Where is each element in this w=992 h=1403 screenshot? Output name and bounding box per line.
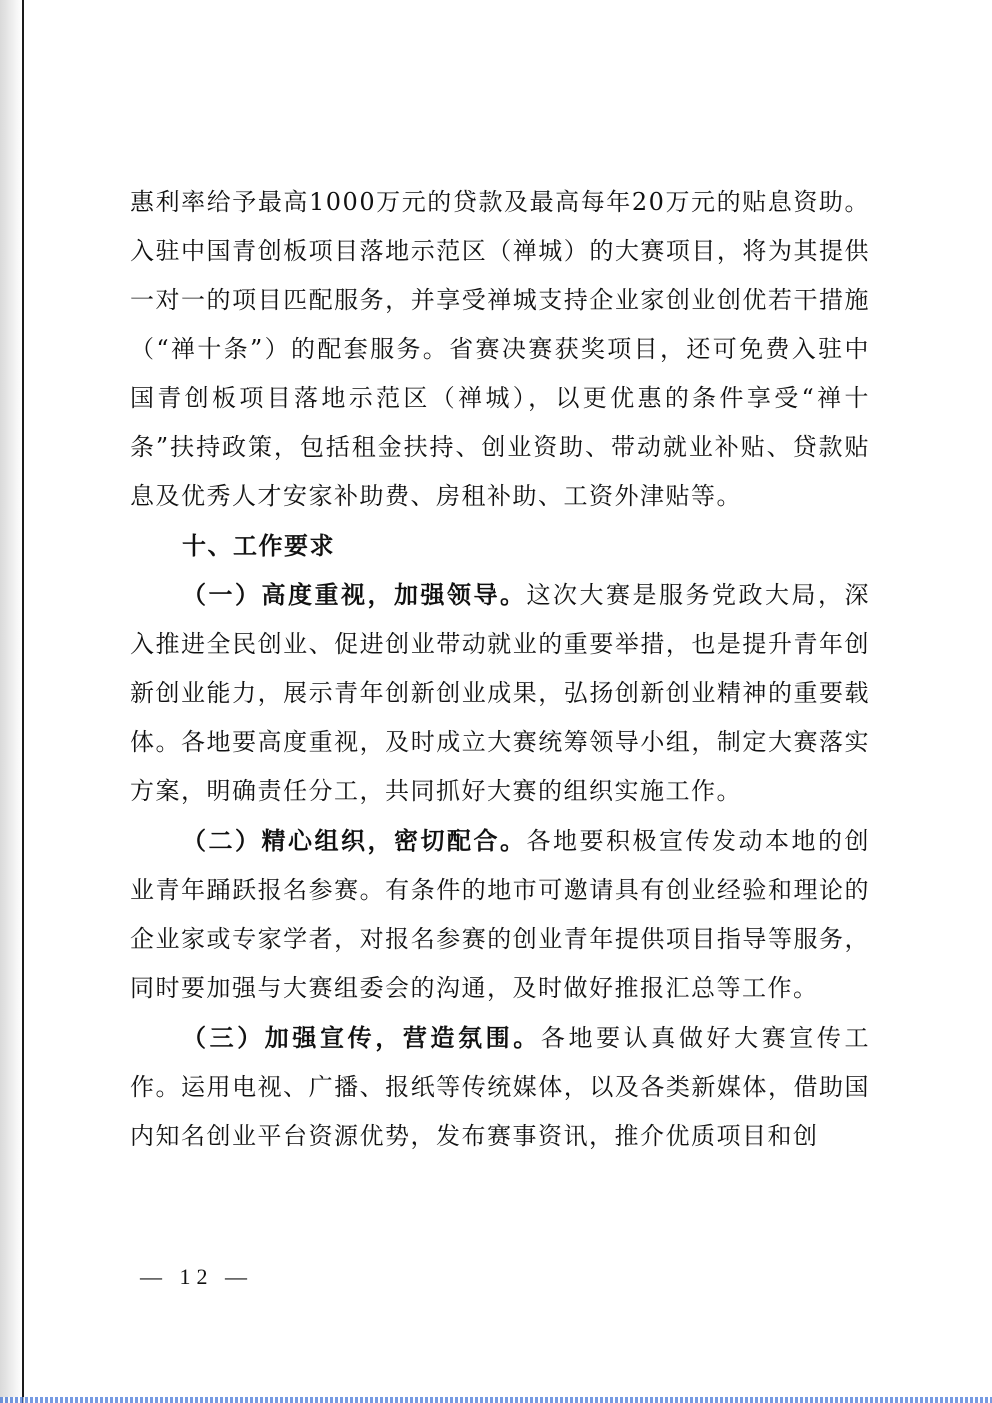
scan-edge [0,0,24,1403]
section-heading: 十、工作要求 [182,531,335,560]
requirement-item-3-lead: （三）加强宣传，营造氛围。 [182,1023,541,1052]
requirement-item-2 [130,816,870,1013]
requirement-item-1-body: 这次大赛是服务党政大局，深入推进全民创业、促进创业带动就业的重要举措，也是提升青年创新创业能力，展示青年创新创业成果，弘扬创新创业精神的重要载体。各地要高度重视，及时成立大赛统筹领导小组，制定大赛落实方案，明确责任分工，共同抓好大赛的组织实施工作。 [130,581,870,805]
requirement-item-1-lead: （一）高度重视，加强领导。 [182,580,527,609]
intro-paragraph: 惠利率给予最高1000万元的贷款及最高每年20万元的贴息资助。入驻中国青创板项目落地示范区（禅城）的大赛项目，将为其提供一对一的项目匹配服务，并享受禅城支持企业家创业创优若干措施（“禅十条”）的配套服务。省赛决赛获奖项目，还可免费入驻中国青创板项目落地示范区（禅城），以更优惠的条件享受“禅十条”扶持政策，包括租金扶持、创业资助、带动就业补贴、贷款贴息及优秀人才安家补助费、房租补助、工资外津贴等。 [130,188,870,510]
requirement-item-2-lead: （二）精心组织，密切配合。 [182,826,527,855]
page-number: — 12 — [140,1264,253,1289]
requirement-item-1 [130,570,870,816]
requirement-item-3-body: 各地要认真做好大赛宣传工作。运用电视、广播、报纸等传统媒体，以及各类新媒体，借助国内知名创业平台资源优势，发布赛事资讯，推介优质项目和创 [130,1024,871,1150]
requirement-item-3 [130,1013,870,1161]
requirement-item-2-body: 各地要积极宣传发动本地的创业青年踊跃报名参赛。有条件的地市可邀请具有创业经验和理论的企业家或专家学者，对报名参赛的创业青年提供项目指导等服务，同时要加强与大赛组委会的沟通，及时做好推报汇总等工作。 [130,827,870,1002]
document-body [130,178,870,1161]
scan-artifact-bottom [0,1397,992,1403]
